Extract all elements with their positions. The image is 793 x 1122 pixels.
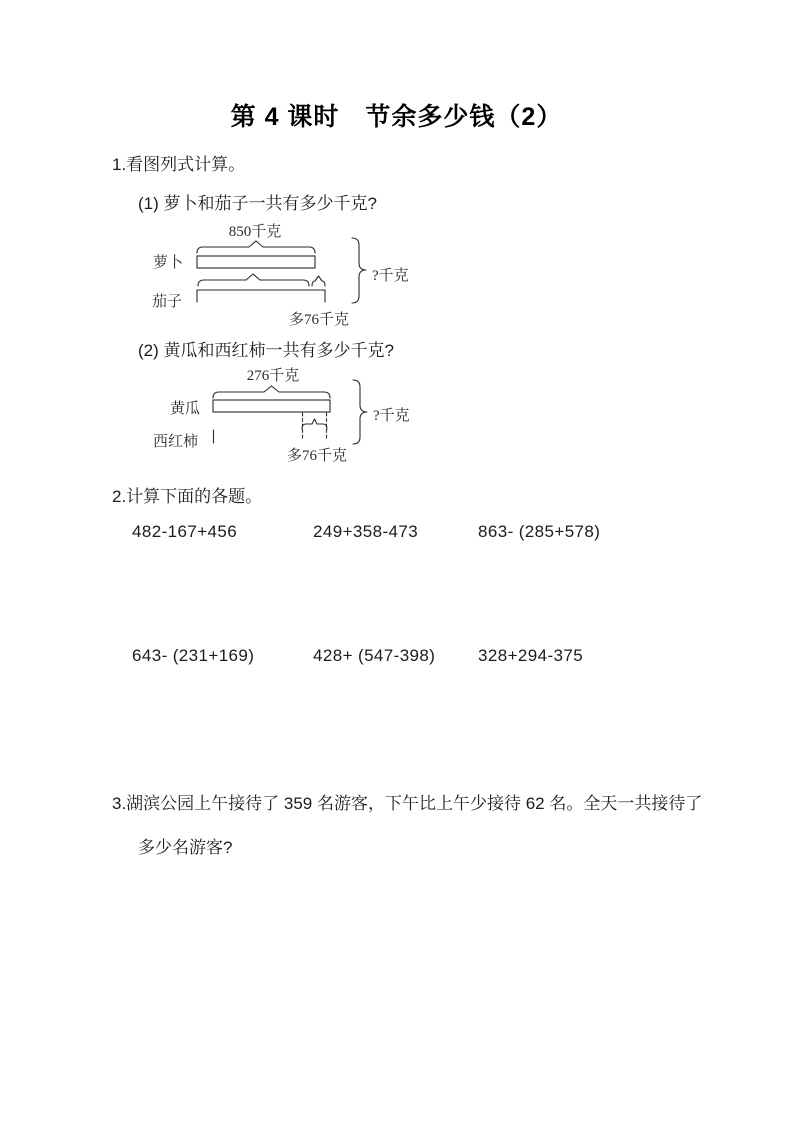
expression-6: 328+294-375 <box>478 646 584 665</box>
diagram-question-1 <box>145 220 425 332</box>
eggplant-main-brace <box>198 274 309 286</box>
expression-3: 863- (285+578) <box>478 522 601 541</box>
cucumber-top-brace <box>213 386 330 398</box>
section3-problem-line2: 多少名游客? <box>138 838 233 857</box>
radish-label: 萝卜 <box>153 255 184 271</box>
diagram-question-2 <box>145 362 425 467</box>
section1-heading: 1.看图列式计算。 <box>112 155 246 174</box>
radish-bar <box>197 256 315 268</box>
eggplant-bar <box>197 290 325 302</box>
eggplant-label: 茄子 <box>152 294 183 310</box>
section3-problem-line1: 3.湖滨公园上午接待了 359 名游客，下午比上午少接待 62 名。全天一共接待了 <box>112 794 703 813</box>
section2-heading: 2.计算下面的各题。 <box>112 487 263 506</box>
radish-top-brace <box>197 241 315 253</box>
expression-5: 428+ (547-398) <box>313 646 436 665</box>
total-brace <box>352 238 366 303</box>
expression-4: 643- (231+169) <box>132 646 255 665</box>
total-question-label: ?千克 <box>373 408 410 424</box>
total-question-label: ?千克 <box>372 268 409 284</box>
eggplant-extra-brace <box>312 276 325 286</box>
tomato-label: 西红柿 <box>153 434 199 450</box>
cucumber-weight-label: 276千克 <box>246 368 300 384</box>
cucumber-bar <box>213 400 330 412</box>
page-title: 第 4 课时 节余多少钱（2） <box>230 103 563 131</box>
question-1-label: (1) 萝卜和茄子一共有多少千克? <box>138 194 377 213</box>
cucumber-label: 黄瓜 <box>170 401 201 417</box>
radish-weight-label: 850千克 <box>228 224 282 240</box>
question-2-label: (2) 黄瓜和西红柿一共有多少千克? <box>138 341 394 360</box>
extra-amount-brace <box>302 419 327 429</box>
extra-amount-label: 多76千克 <box>286 448 348 464</box>
extra-amount-label: 多76千克 <box>288 312 350 328</box>
expression-2: 249+358-473 <box>313 522 419 541</box>
total-brace <box>353 380 367 444</box>
expression-1: 482-167+456 <box>132 522 238 541</box>
